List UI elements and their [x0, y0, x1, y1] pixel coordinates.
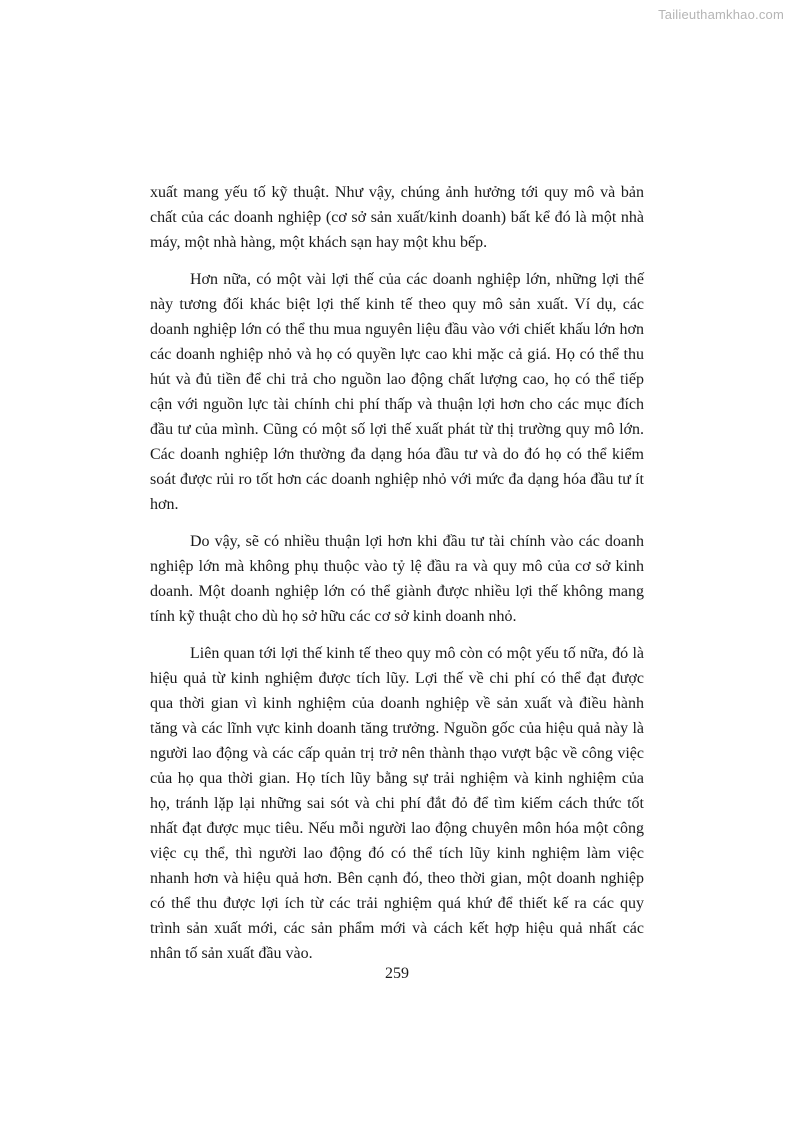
watermark: Tailieuthamkhao.com	[658, 7, 784, 22]
paragraph-continued: xuất mang yếu tố kỹ thuật. Như vậy, chúng ảnh hưởng tới quy mô và bản chất của các doanh nghiệp (cơ sở sản xuất/kinh doanh) bất kể đó là một nhà máy, một nhà hàng, một khách sạn hay một khu bếp.	[150, 184, 644, 251]
page-body	[150, 180, 644, 978]
paragraph: Hơn nữa, có một vài lợi thế của các doanh nghiệp lớn, những lợi thế này tương đối khác biệt lợi thế kinh tế theo quy mô sản xuất. Ví dụ, các doanh nghiệp lớn có thể thu mua nguyên liệu đầu vào với chiết khấu lớn hơn các doanh nghiệp nhỏ và họ có quyền lực cao khi mặc cả giá. Họ có thể thu hút và đủ tiền để chi trả cho nguồn lao động chất lượng cao, họ có thể tiếp cận với nguồn lực tài chính chi phí thấp và thuận lợi hơn cho các mục đích đầu tư của mình. Cũng có một số lợi thế xuất phát từ thị trường quy mô lớn. Các doanh nghiệp lớn thường đa dạng hóa đầu tư và do đó họ có thể kiểm soát được rủi ro tốt hơn các doanh nghiệp nhỏ với mức đa dạng hóa đầu tư ít hơn.	[150, 271, 644, 513]
paragraph: Do vậy, sẽ có nhiều thuận lợi hơn khi đầu tư tài chính vào các doanh nghiệp lớn mà không phụ thuộc vào tỷ lệ đầu ra và quy mô của cơ sở kinh doanh. Một doanh nghiệp lớn có thể giành được nhiều lợi thế không mang tính kỹ thuật cho dù họ sở hữu các cơ sở kinh doanh nhỏ.	[150, 533, 644, 625]
paragraph: Liên quan tới lợi thế kinh tế theo quy mô còn có một yếu tố nữa, đó là hiệu quả từ kinh nghiệm được tích lũy. Lợi thế về chi phí có thể đạt được qua thời gian vì kinh nghiệm của doanh nghiệp về sản xuất và điều hành tăng và các lĩnh vực kinh doanh tăng trưởng. Nguồn gốc của hiệu quả này là người lao động và các cấp quản trị trở nên thành thạo vượt bậc về công việc của họ qua thời gian. Họ tích lũy bằng sự trải nghiệm và kinh nghiệm của họ, tránh lặp lại những sai sót và chi phí đắt đỏ để tìm kiếm cách thức tốt nhất đạt được mục tiêu. Nếu mỗi người lao động chuyên môn hóa một công việc cụ thể, thì người lao động đó có thể tích lũy kinh nghiệm làm việc nhanh hơn và hiệu quả hơn. Bên cạnh đó, theo thời gian, một doanh nghiệp có thể thu được lợi ích từ các trải nghiệm quá khứ để thiết kế ra các quy trình sản xuất mới, các sản phẩm mới và cách kết hợp hiệu quả nhất các nhân tố sản xuất đầu vào.	[150, 645, 644, 962]
page-number: 259	[385, 965, 409, 982]
